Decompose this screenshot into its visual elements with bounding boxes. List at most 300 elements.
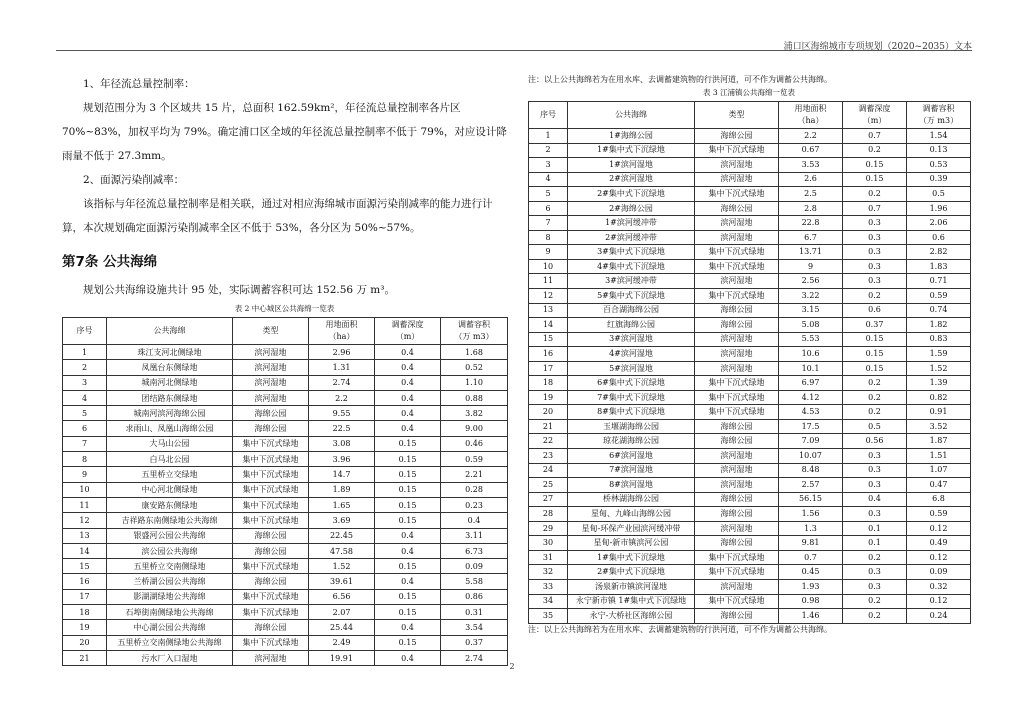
table-3-cell: 海绵公园: [695, 434, 779, 449]
table-3-cell: 56.15: [779, 492, 843, 507]
table-3-cell: 0.3: [843, 463, 907, 478]
table-3-cell: 0.09: [907, 565, 971, 580]
table-3-cell: 0.5: [907, 187, 971, 202]
table-3-row: [529, 289, 971, 304]
table-3-cell: 0.1: [843, 536, 907, 551]
table-3-cell: 滨河湿地: [695, 463, 779, 478]
table-3-cell: 琼花湖海绵公园: [568, 434, 695, 449]
table-3-cell: 0.49: [907, 536, 971, 551]
table-3-cell: 0.74: [907, 303, 971, 318]
table-3-cell: 22: [529, 434, 568, 449]
table-2-row: [63, 375, 508, 390]
table-3-row: [529, 609, 971, 624]
table-2-cell: 污水厂入口湿地: [107, 650, 233, 665]
table-3-row: [529, 478, 971, 493]
note-bottom: 注：以上公共海绵若为在用水库、去调蓄建筑物的行洪河道，可不作为调蓄公共海绵。: [528, 624, 832, 634]
table-2-cell: 18: [63, 605, 107, 620]
table-3-cell: 8#集中式下沉绿地: [568, 405, 695, 420]
table-3-cell: 3#滨河缓冲带: [568, 274, 695, 289]
table-3-cell: 6#滨河湿地: [568, 449, 695, 464]
table-3-cell: 0.15: [843, 347, 907, 362]
table-3-cell: 0.3: [843, 245, 907, 260]
table-3-cell: 5: [529, 187, 568, 202]
table-3-cell: 海绵公园: [695, 129, 779, 144]
table-2-row: [63, 467, 508, 482]
table-3-cell: 1.96: [907, 201, 971, 216]
table-2-cell: 0.4: [441, 513, 508, 528]
table-3-cell: 16: [529, 347, 568, 362]
table-3-cell: 0.3: [843, 274, 907, 289]
table-3-cell: 11: [529, 274, 568, 289]
table-2-cell: 2.49: [309, 635, 375, 650]
table-2-cell: 2: [63, 360, 107, 375]
table-2-cell: 0.28: [441, 482, 508, 497]
table-3-cell: 19: [529, 390, 568, 405]
table-3-cell: 6.7: [779, 230, 843, 245]
table-2-cell: 集中下沉式绿地: [233, 467, 309, 482]
table-2-cell: 1.89: [309, 482, 375, 497]
table-3-row: [529, 419, 971, 434]
table-3-cell: 0.67: [779, 143, 843, 158]
table-2-cell: 0.4: [375, 574, 441, 589]
table-3-row: [529, 492, 971, 507]
table-3-row: [529, 318, 971, 333]
table-2-cell: 2.07: [309, 605, 375, 620]
table-3-row: [529, 463, 971, 478]
table-2-cell: 6.73: [441, 543, 508, 558]
right-column: [528, 74, 970, 636]
table-3-cell: 0.37: [843, 318, 907, 333]
table-2-cell: 吉祥路东南侧绿地公共海绵: [107, 513, 233, 528]
table-2-cell: 2.21: [441, 467, 508, 482]
table-2-cell: 2.2: [309, 390, 375, 405]
table-3-cell: 滨河湿地: [695, 332, 779, 347]
table-2-cell: 2.74: [309, 375, 375, 390]
table-3-cell: 0.5: [843, 419, 907, 434]
table-2-cell: 1: [63, 345, 107, 360]
table-2-cell: 3.96: [309, 452, 375, 467]
table-3-cell: 0.98: [779, 594, 843, 609]
table-3-col-header: 序号: [529, 102, 568, 129]
table-3-cell: 滨河湿地: [695, 361, 779, 376]
table-3-cell: 13.71: [779, 245, 843, 260]
table-3-row: [529, 594, 971, 609]
table-3-row: [529, 158, 971, 173]
table-3-cell: 2.82: [907, 245, 971, 260]
table-3-row: [529, 579, 971, 594]
table-3-row: [529, 245, 971, 260]
table-3-cell: 2.5: [779, 187, 843, 202]
table-2-cell: 0.15: [375, 497, 441, 512]
table-2-cell: 凤凰台东侧绿地: [107, 360, 233, 375]
table-2-cell: 47.58: [309, 543, 375, 558]
table-2-col-header: 用地面积 （ha）: [309, 318, 375, 345]
table-2-cell: 五里桥立交南侧绿地公共海绵: [107, 635, 233, 650]
table-3-col-header: 调蓄容积 （万 m3）: [907, 102, 971, 129]
table-2-cell: 五里桥立交南侧绿地: [107, 559, 233, 574]
table-2-cell: 0.23: [441, 497, 508, 512]
table-3-cell: 0.32: [907, 579, 971, 594]
article-title: 第7条 公共海绵: [62, 254, 158, 270]
table-3-cell: 4: [529, 172, 568, 187]
table-2-row: [63, 406, 508, 421]
table-2-cell: 14.7: [309, 467, 375, 482]
table-3-cell: 0.1: [843, 521, 907, 536]
table-3-cell: 0.71: [907, 274, 971, 289]
table-2-cell: 珠江支河北侧绿地: [107, 345, 233, 360]
table-2-cell: 3.69: [309, 513, 375, 528]
table-3-cell: 6.97: [779, 376, 843, 391]
table-3-cell: 0.7: [843, 201, 907, 216]
table-2-row: [63, 513, 508, 528]
table-2-row: [63, 605, 508, 620]
table-2-cell: 8: [63, 452, 107, 467]
table-2-cell: 求雨山、凤凰山海绵公园: [107, 421, 233, 436]
table-2-cell: 0.15: [375, 482, 441, 497]
table-2-row: [63, 421, 508, 436]
table-3-cell: 0.15: [843, 332, 907, 347]
left-column: [62, 72, 507, 666]
table-3-cell: 海绵公园: [695, 303, 779, 318]
table-3-row: [529, 565, 971, 580]
table-3-row: [529, 230, 971, 245]
table-2-cell: 0.4: [375, 375, 441, 390]
table-3-cell: 6.8: [907, 492, 971, 507]
table-3-cell: 0.6: [843, 303, 907, 318]
table-3-cell: 滨河湿地: [695, 158, 779, 173]
table-3-cell: 4#集中式下沉绿地: [568, 259, 695, 274]
table-3-cell: 7#滨河湿地: [568, 463, 695, 478]
table-3-cell: 1.56: [779, 507, 843, 522]
table-2-cell: 团结路东侧绿地: [107, 390, 233, 405]
table-3-cell: 滨河湿地: [695, 172, 779, 187]
table-2-cell: 4: [63, 390, 107, 405]
table-3-cell: 33: [529, 579, 568, 594]
table-2-cell: 1.31: [309, 360, 375, 375]
table-3-cell: 集中下沉式绿地: [695, 405, 779, 420]
table-2-cell: 20: [63, 635, 107, 650]
table-2-cell: 6.56: [309, 589, 375, 604]
table-3-cell: 百合湖海绵公园: [568, 303, 695, 318]
table-3-cell: 3.52: [907, 419, 971, 434]
table-2-cell: 9.00: [441, 421, 508, 436]
table-3-cell: 34: [529, 594, 568, 609]
table-3-cell: 2#集中式下沉绿地: [568, 187, 695, 202]
table-3-row: [529, 521, 971, 536]
table-2-cell: 17: [63, 589, 107, 604]
table-3-cell: 0.3: [843, 230, 907, 245]
table-3-cell: 0.2: [843, 550, 907, 565]
table-2-cell: 海绵公园: [233, 543, 309, 558]
table-3-cell: 0.53: [907, 158, 971, 173]
table-3-cell: 海绵公园: [695, 201, 779, 216]
table-3-cell: 0.15: [843, 158, 907, 173]
table-3-cell: 10: [529, 259, 568, 274]
table-3-cell: 8: [529, 230, 568, 245]
table-3-row: [529, 361, 971, 376]
table-3-cell: 海绵公园: [695, 536, 779, 551]
table-3-cell: 0.3: [843, 449, 907, 464]
table-2-row: [63, 528, 508, 543]
table-2-cell: 9: [63, 467, 107, 482]
table-3-cell: 滨河湿地: [695, 216, 779, 231]
table-3-cell: 0.2: [843, 289, 907, 304]
table-3-cell: 0.24: [907, 609, 971, 624]
table-3-cell: 滨河湿地: [695, 347, 779, 362]
table-3-row: [529, 303, 971, 318]
table-3-row: [529, 449, 971, 464]
table-3-cell: 8#滨河湿地: [568, 478, 695, 493]
table-2-cell: 3.11: [441, 528, 508, 543]
table-2-cell: 15: [63, 559, 107, 574]
table-3-cell: 0.2: [843, 390, 907, 405]
table-3-col-header: 公共海绵: [568, 102, 695, 129]
table-3-cell: 0.2: [843, 594, 907, 609]
table-3-cell: 31: [529, 550, 568, 565]
table-2-row: [63, 390, 508, 405]
table-2-col-header: 公共海绵: [107, 318, 233, 345]
table-2-row: [63, 497, 508, 512]
table-3-cell: 0.82: [907, 390, 971, 405]
table-3-cell: 1.54: [907, 129, 971, 144]
table-3-cell: 1.52: [907, 361, 971, 376]
table-3-cell: 集中下沉式绿地: [695, 245, 779, 260]
table-3-cell: 35: [529, 609, 568, 624]
table-2-cell: 银盛河公园公共海绵: [107, 528, 233, 543]
table-2-row: [63, 436, 508, 451]
table-3-cell: 27: [529, 492, 568, 507]
table-2-cell: 22.45: [309, 528, 375, 543]
table-2-cell: 39.61: [309, 574, 375, 589]
table-2-cell: 0.86: [441, 589, 508, 604]
table-2-cell: 0.4: [375, 345, 441, 360]
table-3-cell: 1.83: [907, 259, 971, 274]
table-3-cell: 5#滨河湿地: [568, 361, 695, 376]
table-2-cell: 0.4: [375, 528, 441, 543]
table-2-cell: 海绵公园: [233, 406, 309, 421]
table-3-cell: 5.08: [779, 318, 843, 333]
para-pollution-heading: 2、面源污染削减率：: [83, 174, 185, 186]
table-3-cell: 23: [529, 449, 568, 464]
table-3-cell: 28: [529, 507, 568, 522]
table-3-cell: 集中下沉式绿地: [695, 143, 779, 158]
table-3-cell: 0.3: [843, 478, 907, 493]
table-3-cell: 集中下沉式绿地: [695, 390, 779, 405]
table-3-cell: 9.81: [779, 536, 843, 551]
table-2-cell: 11: [63, 497, 107, 512]
table-3-cell: 10.07: [779, 449, 843, 464]
table-3-cell: 9: [779, 259, 843, 274]
table-2-cell: 兰桥湖公园公共海绵: [107, 574, 233, 589]
table-2-cell: 集中下沉式绿地: [233, 605, 309, 620]
table-3-cell: 1#海绵公园: [568, 129, 695, 144]
table-3-cell: 0.3: [843, 216, 907, 231]
table-3-cell: 3: [529, 158, 568, 173]
table-2-cell: 0.4: [375, 390, 441, 405]
table-3-cell: 集中下沉式绿地: [695, 565, 779, 580]
table-3-cell: 0.4: [843, 492, 907, 507]
table-3-cell: 1.93: [779, 579, 843, 594]
table-3-cell: 5#集中式下沉绿地: [568, 289, 695, 304]
table-3-cell: 桥林湖海绵公园: [568, 492, 695, 507]
table-3-cell: 0.3: [843, 579, 907, 594]
table-2-cell: 2.74: [441, 650, 508, 665]
table-3-row: [529, 376, 971, 391]
table-3-cell: 1.3: [779, 521, 843, 536]
table-3-cell: 0.12: [907, 521, 971, 536]
table-3: [528, 101, 971, 624]
table-2-cell: 21: [63, 650, 107, 665]
table-2-cell: 集中下沉式绿地: [233, 497, 309, 512]
table-2-row: [63, 620, 508, 635]
table-3-cell: 0.2: [843, 609, 907, 624]
table-3-cell: 集中下沉式绿地: [695, 289, 779, 304]
table-2-cell: 滨河湿地: [233, 345, 309, 360]
table-3-cell: 0.3: [843, 259, 907, 274]
table-2-cell: 0.15: [375, 605, 441, 620]
table-3-cell: 0.12: [907, 550, 971, 565]
table-2-cell: 16: [63, 574, 107, 589]
table-2-cell: 0.4: [375, 543, 441, 558]
table-2-cell: 0.15: [375, 452, 441, 467]
table-3-cell: 集中下沉式绿地: [695, 594, 779, 609]
table-3-header-row: [529, 102, 971, 129]
table-3-cell: 3#滨河湿地: [568, 332, 695, 347]
table-3-cell: 1.07: [907, 463, 971, 478]
table-3-cell: 0.47: [907, 478, 971, 493]
table-2-cell: 0.4: [375, 421, 441, 436]
table-2-cell: 中心河北侧绿地: [107, 482, 233, 497]
table-2-cell: 2.96: [309, 345, 375, 360]
table-3-cell: 24: [529, 463, 568, 478]
table-3-cell: 2.8: [779, 201, 843, 216]
table-2-row: [63, 589, 508, 604]
table-3-row: [529, 259, 971, 274]
table-3-cell: 红旗海绵公园: [568, 318, 695, 333]
table-2-cell: 滨河湿地: [233, 375, 309, 390]
table-2-cell: 22.5: [309, 421, 375, 436]
table-2-cell: 0.88: [441, 390, 508, 405]
table-3-cell: 7.09: [779, 434, 843, 449]
para-pollution-body: 该指标与年径流总量控制率是相关联，通过对相应海绵城市面源污染削减率的能力进行计算，本次规划确定面源污染削减率全区不低于 53%，各分区为 50%~57%。: [62, 198, 493, 234]
table-3-cell: 32: [529, 565, 568, 580]
table-2-row: [63, 345, 508, 360]
table-3-cell: 8.48: [779, 463, 843, 478]
table-3-cell: 0.83: [907, 332, 971, 347]
table-2: [62, 317, 508, 666]
table-3-cell: 滨河湿地: [695, 230, 779, 245]
table-2-cell: 集中下沉式绿地: [233, 635, 309, 650]
table-2-cell: 3.82: [441, 406, 508, 421]
para-public-sponge: 规划公共海绵设施共计 95 处，实际调蓄容积可达 152.56 万 m³。: [83, 284, 395, 296]
table-2-cell: 滨河湿地: [233, 650, 309, 665]
table-3-cell: 2: [529, 143, 568, 158]
table-3-cell: 海绵公园: [695, 419, 779, 434]
table-3-cell: 海绵公园: [695, 609, 779, 624]
table-2-cell: 0.4: [375, 620, 441, 635]
table-3-cell: 海绵公园: [695, 318, 779, 333]
table-2-cell: 海绵公园: [233, 421, 309, 436]
table-3-cell: 2.57: [779, 478, 843, 493]
table-3-cell: 2#滨河湿地: [568, 172, 695, 187]
table-2-cell: 1.10: [441, 375, 508, 390]
table-2-col-header: 调蓄容积 （万 m3）: [441, 318, 508, 345]
note-top: 注：以上公共海绵若为在用水库、去调蓄建筑物的行洪河道，可不作为调蓄公共海绵。: [528, 75, 832, 84]
table-3-cell: 3.15: [779, 303, 843, 318]
table-2-cell: 12: [63, 513, 107, 528]
table-2-cell: 6: [63, 421, 107, 436]
table-2-cell: 0.52: [441, 360, 508, 375]
table-2-cell: 19: [63, 620, 107, 635]
table-3-cell: 海绵公园: [695, 507, 779, 522]
table-3-cell: 3#集中式下沉绿地: [568, 245, 695, 260]
table-3-cell: 2#海绵公园: [568, 201, 695, 216]
table-3-cell: 0.13: [907, 143, 971, 158]
table-3-cell: 星甸-新市镇滨河公园: [568, 536, 695, 551]
table-3-cell: 1: [529, 129, 568, 144]
table-3-cell: 1#集中式下沉绿地: [568, 143, 695, 158]
table-3-cell: 滨河湿地: [695, 449, 779, 464]
table-3-cell: 17: [529, 361, 568, 376]
table-2-cell: 3.54: [441, 620, 508, 635]
table-2-cell: 0.4: [375, 360, 441, 375]
table-3-cell: 0.15: [843, 361, 907, 376]
table-3-cell: 0.59: [907, 507, 971, 522]
table-3-row: [529, 405, 971, 420]
table-3-row: [529, 172, 971, 187]
table-3-cell: 0.59: [907, 289, 971, 304]
table-3-cell: 20: [529, 405, 568, 420]
header-rule: [56, 50, 972, 51]
table-3-cell: 玉堰湖海绵公园: [568, 419, 695, 434]
table-3-row: [529, 216, 971, 231]
table-2-cell: 石埠街南侧绿地公共海绵: [107, 605, 233, 620]
page-number: 2: [509, 662, 515, 671]
table-2-row: [63, 360, 508, 375]
table-3-cell: 1#滨河缓冲带: [568, 216, 695, 231]
table-2-cell: 1.68: [441, 345, 508, 360]
table-3-cell: 0.56: [843, 434, 907, 449]
table-2-cell: 3: [63, 375, 107, 390]
table-3-cell: 0.3: [843, 507, 907, 522]
table-3-cell: 0.2: [843, 376, 907, 391]
running-header: 浦口区海绵城市专项规划（2020~2035）文本: [783, 42, 972, 52]
table-3-cell: 0.15: [843, 172, 907, 187]
table-3-cell: 1#滨河湿地: [568, 158, 695, 173]
table-2-cell: 海绵公园: [233, 528, 309, 543]
table-3-cell: 1.87: [907, 434, 971, 449]
table-2-cell: 0.59: [441, 452, 508, 467]
table-2-col-header: 序号: [63, 318, 107, 345]
table-2-cell: 集中下沉式绿地: [233, 589, 309, 604]
table-3-cell: 18: [529, 376, 568, 391]
table-3-cell: 2.06: [907, 216, 971, 231]
table-2-cell: 海绵公园: [233, 620, 309, 635]
table-3-cell: 0.2: [843, 143, 907, 158]
table-2-cell: 0.15: [375, 635, 441, 650]
table-2-cell: 集中下沉式绿地: [233, 513, 309, 528]
table-3-cell: 22.8: [779, 216, 843, 231]
table-3-row: [529, 536, 971, 551]
table-3-cell: 14: [529, 318, 568, 333]
table-2-cell: 海绵公园: [233, 574, 309, 589]
table-3-cell: 4.53: [779, 405, 843, 420]
para-runoff-body: 规划范围分为 3 个区域共 15 片，总面积 162.59km²，年径流总量控制率各片区 70%~83%，加权平均为 79%。确定浦口区全域的年径流总量控制率不低于 79%，对应设计降雨量不低于 27.3mm。: [62, 102, 507, 162]
table-2-cell: 10: [63, 482, 107, 497]
table-3-cell: 0.45: [779, 565, 843, 580]
table-2-cell: 0.4: [375, 406, 441, 421]
table-2-cell: 5.58: [441, 574, 508, 589]
